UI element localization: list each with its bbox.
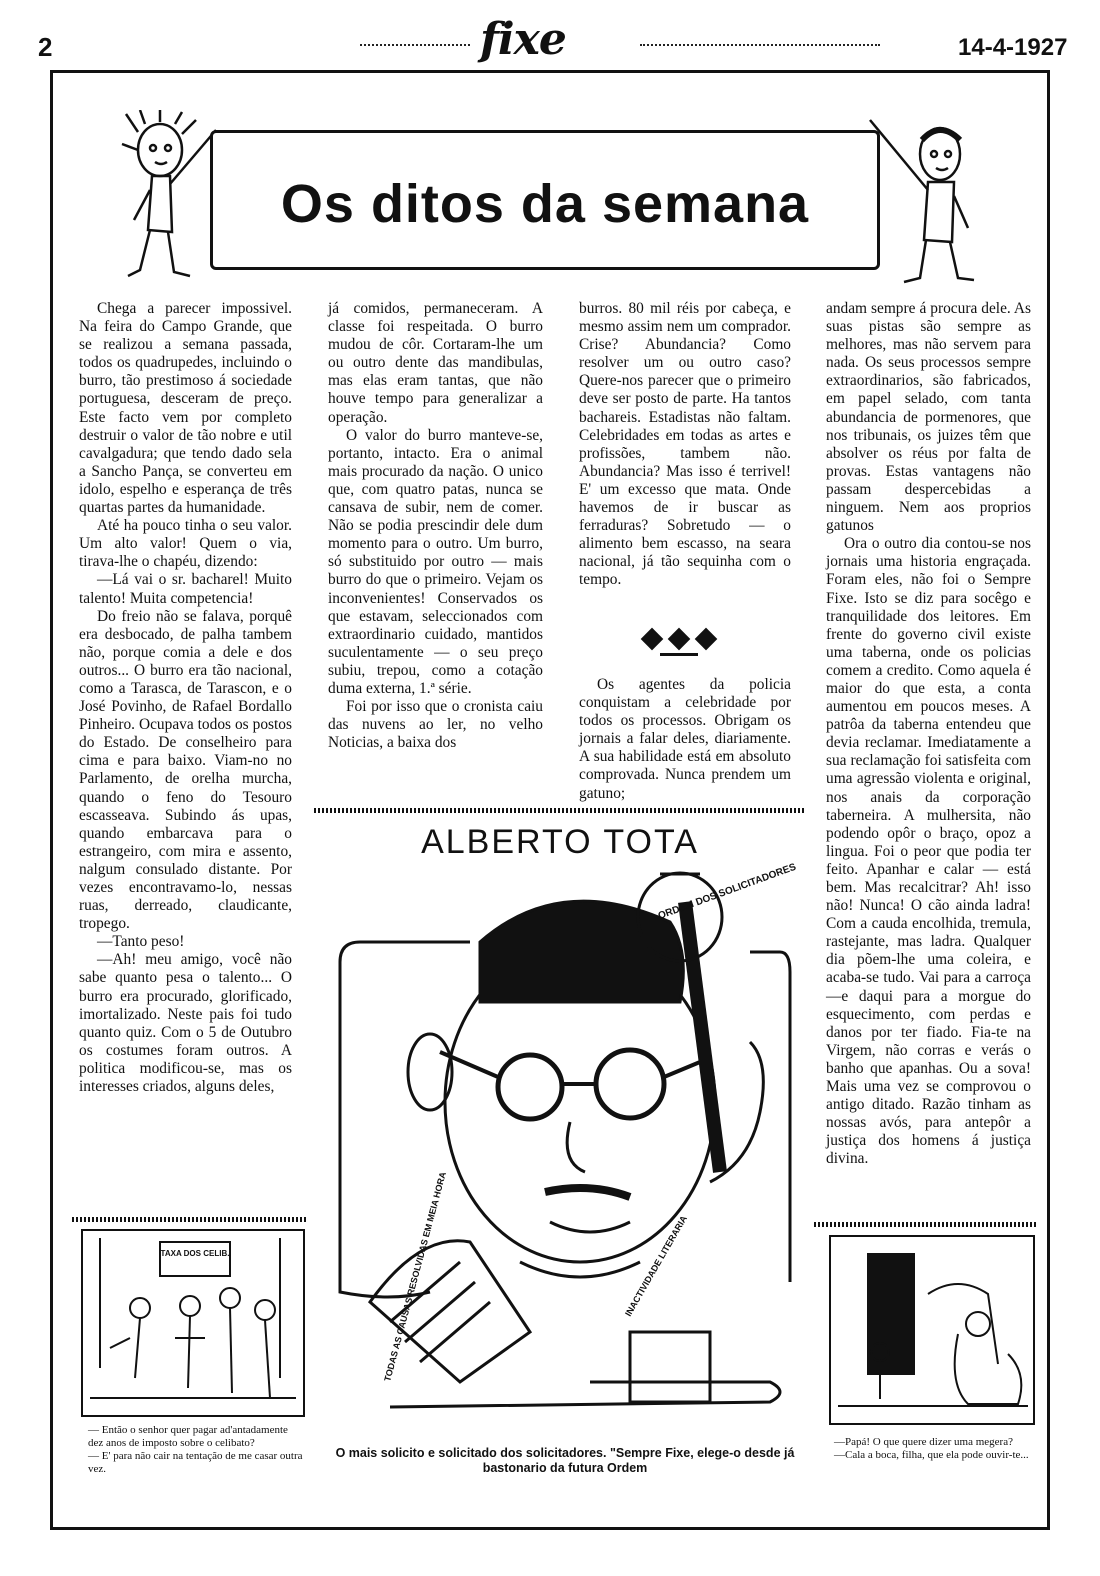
- article-column-1: [79, 300, 292, 1096]
- paragraph: O valor do burro manteve-se, portanto, intacto. Era o animal mais procurado da nação. O unico que, com quatro patas, nunca se cansava de subir, nem de comer. Não se podia prescindir dele dum momento para o outro. Um burro, só substituido por outro — mais burro do que o primeiro. Vejam os inconvenientes! Conservados os que estavam, seleccionados com extraordinario cuidado, mantidos suculentamente — o seu preço subiu, trepou, como a cotação duma externa, 1.ª série.: [328, 426, 543, 697]
- papers-label: TODAS AS CAUSAS RESOLVIDAS EM MEIA HORA: [382, 1170, 448, 1383]
- caricature-title: ALBERTO TOTA: [421, 823, 699, 861]
- paragraph: andam sempre á procura dele. As suas pistas são sempre as melhores, mas não servem para nada. Os seus processos sempre extraordinarios, são fabricados, em papel selado, com tanta abundancia de pormenores, que nos tribunais, os juizes têm que absolver os réus por falta de provas. Estas vantagens não passam despercebidas a ninguem. Nem aos proprios gatunos: [826, 300, 1031, 535]
- paragraph: —Ah! meu amigo, você não sabe quanto pesa o talento... O burro era procurado, glorificado, imortalizado. Neste pais foi tudo quanto quiz. Com o 5 de Outubro os costumes foram outros. A politica modificou-se, mas os interesses criados, alguns deles,: [79, 951, 292, 1096]
- article-column-4: [826, 300, 1031, 1169]
- masthead-rule-right: [640, 44, 880, 46]
- paragraph: —Tanto peso!: [97, 933, 185, 951]
- caricature-caption: O mais solicito e solicitado dos solicitadores. "Sempre Fixe, elege-o desde já bastonario da futura Ordem: [335, 1446, 795, 1475]
- paragraph: Até ha pouco tinha o seu valor. Um alto valor! Quem o via, tirava-lhe o chapéu, dizendo:: [79, 517, 292, 571]
- left-cartoon-caption: [88, 1424, 304, 1476]
- right-cartoon-caption: [834, 1436, 1034, 1462]
- paragraph: Chega a parecer impossivel. Na feira do Campo Grande, que se realizou a semana passada, todos os quadrupedes, incluindo o burro, tão prestimoso á sociedade portuguesa, desceram de preço. Este facto vem por completo destruir o valor de tão nobre e util cavalgadura; que tendo dado sela a Sancho Pança, se converteu em idolo, espelho e esperança de três quartas partes da humanidade.: [79, 300, 292, 517]
- page-number: 2: [38, 32, 53, 62]
- caption-line: — E' para não cair na tentação de me casar outra vez.: [88, 1450, 303, 1475]
- article-column-2: [328, 300, 543, 752]
- scepter-label: ORDEM DOS SOLICITADORES: [656, 862, 798, 922]
- section-banner: [210, 130, 880, 270]
- rule-above-right-cartoon: [814, 1222, 1036, 1227]
- paragraph: —Lá vai o sr. bacharel! Muito talento! Muita competencia!: [79, 571, 292, 607]
- caption-line: — Então o senhor quer pagar ad'antadamente dez anos de imposto sobre o celibato?: [88, 1424, 288, 1449]
- caption-line: —Cala a boca, filha, que ela pode ouvir-te...: [834, 1449, 1029, 1461]
- caption-line: —Papá! O que quere dizer uma megera?: [834, 1436, 1013, 1448]
- caricature-illustration: [330, 862, 800, 1442]
- paragraph: Ora o outro dia contou-se nos jornais uma historia engraçada. Foram eles, não foi o Sempre Fixe. Isto se diz para socêgo e tranquilidade dos leitores. Em frente do governo civil existe uma taberna, onde os policias comem a credito. Como aquela é maior do que esta, a conta aumentou em poucos meses. A patrôa da taberna entendeu que devia reclamar. Imediatamente a sua reclamação foi satisfeita com uma agressão violenta e original, nos anais da corporação taberneira. A mulhersita, não podendo opôr o braço, opoz a lingua. Foi o peor que podia ter feito. Apanhar e calar — está bem. Mas recalcitrar? Ah! isso não! Nunca! O cão ainda ladra! Com a cauda encolhida, tremula, rastejante, mas ladra. Qualquer dia põem-lhe uma coleira, e acaba-se tudo. Vai para a carroça—e daqui para a morgue do esquecimento, com perdas e danos por ter fiado. Fia-te na Virgem, não corras e verás o banho que apanhas. Ou a sova! Mais uma vez se comprovou o antigo ditado. Razão tinham as nossas avós, para antepôr a justiça dos homens á justiça divina.: [826, 535, 1031, 1168]
- issue-date: 14-4-1927: [958, 34, 1068, 61]
- article-column-3: [579, 300, 791, 590]
- article-column-3-continued: [579, 676, 791, 803]
- left-cartoon-illustration: [80, 1228, 306, 1418]
- rule-above-caricature: [314, 808, 804, 813]
- paragraph: burros. 80 mil réis por cabeça, e mesmo assim nem um comprador. Crise? Abundancia? Como resolver um ou outro caso? Quere-nos parecer que o primeiro deve ser posto de parte. Ha tantos bachareis. Estadistas não faltam. Celebridades em todas as artes e profissões, tambem não. Abundancia? Mas isso é terrivel! E' um excesso que mata. Onde havemos de ir buscar as ferraduras? Sobretudo — o alimento bem escasso, na seara nacional, já tão sequinha com o tempo.: [579, 300, 791, 589]
- paragraph: Foi por isso que o cronista caiu das nuvens ao ler, no velho Noticias, a baixa dos: [328, 698, 543, 752]
- paragraph: já comidos, permaneceram. A classe foi respeitada. O burro mudou de côr. Cortaram-lhe um ou outro dente das mandibulas, mas elas eram tantas, que não houve tempo para generalizar a operação.: [328, 300, 543, 426]
- cartoon-sign-text: TAXA DOS CELIB.: [160, 1249, 230, 1258]
- ornament-divider-icon: [640, 627, 718, 661]
- right-cartoon-illustration: [828, 1234, 1036, 1426]
- masthead-logo: fixe: [480, 14, 566, 65]
- section-title: Os ditos da semana: [280, 174, 810, 234]
- masthead-rule-left: [360, 44, 470, 46]
- paragraph: Do freio não se falava, porquê era desbocado, de palha tambem não, porque comia a dele e dos outros... O burro era tão nacional, como a Tarasca, de Tarascon, e o José Povinho, de Rafael Bordallo Pinheiro. Ocupava todos os postos do Estado. De conselheiro para cima e para baixo. Viam-no no Parlamento, de orelha murcha, quando o feno do Tesouro escasseava. Subindo ás upas, quando embarcava para o estrangeiro, com mira e assento, nalgum consulado distante. Por vezes encontravamo-lo, nessas ruas, derreado, claudicante, tropego.: [79, 607, 292, 933]
- paragraph: Os agentes da policia conquistam a celebridade por todos os processos. Obrigam os jornais a falar deles, diariamente. A sua habilidade está em absoluto comprovada. Nunca prendem um gatuno;: [579, 676, 791, 802]
- book-label: INACTIVIDADE LITERARIA: [623, 1213, 689, 1318]
- rule-above-left-cartoon: [72, 1217, 308, 1222]
